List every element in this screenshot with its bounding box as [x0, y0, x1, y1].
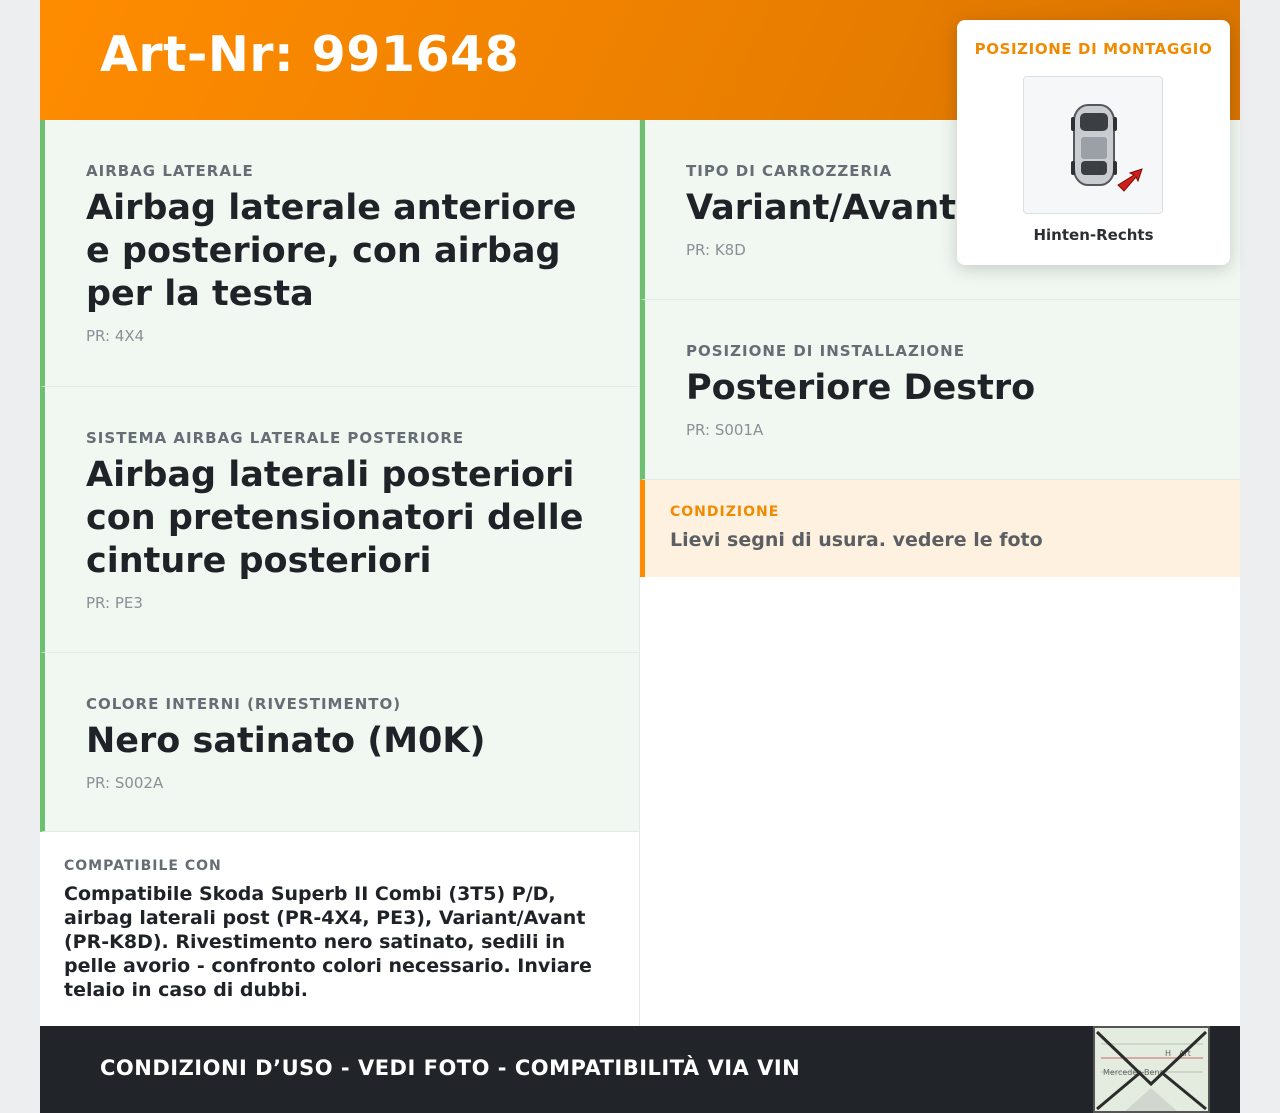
- red-arrow-icon: [1118, 169, 1142, 191]
- document-envelope-icon[interactable]: [1093, 1026, 1210, 1113]
- compatibility-label: COMPATIBILE CON: [64, 858, 222, 874]
- card-label: COLORE INTERNI (RIVESTIMENTO): [86, 695, 402, 713]
- condition-box: [640, 480, 1240, 577]
- card-pr-code: PR: PE3: [86, 594, 143, 612]
- card-label: SISTEMA AIRBAG LATERALE POSTERIORE: [86, 429, 465, 447]
- compatibility-text: Compatibile Skoda Superb II Combi (3T5) P/D, airbag laterali post (PR-4X4, PE3), Variant/Avant (PR-K8D). Rivestimento nero satinato, sedili in pelle avorio - confronto colori necessario. Inviare telaio in caso di dubbi.: [64, 883, 592, 1001]
- envelope-graphic: [1095, 1028, 1208, 1111]
- card-label: AIRBAG LATERALE: [86, 162, 254, 180]
- interior-color-card: [40, 653, 639, 832]
- card-value: Nero satinato (M0K): [86, 721, 486, 761]
- mounting-position-caption: Hinten-Rechts: [1033, 226, 1154, 244]
- card-value: Posteriore Destro: [686, 368, 1036, 408]
- card-pr-code: PR: 4X4: [86, 327, 145, 345]
- article-number-title: Art-Nr: 991648: [100, 26, 520, 83]
- stamp-text-h: H: [1165, 1049, 1172, 1058]
- card-label: POSIZIONE DI INSTALLAZIONE: [686, 342, 965, 360]
- card-value: Airbag laterale anteriore e posteriore, con airbag per la testa: [86, 188, 577, 314]
- compatibility-section: [40, 832, 639, 1026]
- car-position-image[interactable]: [1023, 76, 1163, 214]
- card-label: TIPO DI CARROZZERIA: [686, 162, 893, 180]
- stamp-text-brand: Mercedes-Benz: [1103, 1068, 1164, 1077]
- card-value: Variant/Avant: [686, 188, 957, 228]
- left-column: [40, 120, 640, 1026]
- card-pr-code: PR: S001A: [686, 421, 764, 439]
- stamp-text-art: Art: [1179, 1049, 1191, 1058]
- condition-label: CONDIZIONE: [670, 504, 780, 520]
- footer-text: CONDIZIONI D’USO - VEDI FOTO - COMPATIBILITÀ VIA VIN: [100, 1056, 801, 1080]
- condition-text: Lievi segni di usura. vedere le foto: [670, 529, 1043, 551]
- card-value: Airbag laterali posteriori con pretensionatori delle cinture posteriori: [86, 455, 584, 581]
- footer-bar: [40, 1026, 1240, 1113]
- car-top-view-icon: [1024, 77, 1164, 215]
- article-sheet: [40, 0, 1240, 1113]
- side-airbag-card: [40, 120, 639, 387]
- mounting-position-title: POSIZIONE DI MONTAGGIO: [974, 40, 1213, 58]
- rear-airbag-system-card: [40, 387, 639, 653]
- card-pr-code: PR: S002A: [86, 774, 164, 792]
- mounting-position-card: [957, 20, 1230, 265]
- install-position-card: [640, 300, 1240, 480]
- card-pr-code: PR: K8D: [686, 241, 746, 259]
